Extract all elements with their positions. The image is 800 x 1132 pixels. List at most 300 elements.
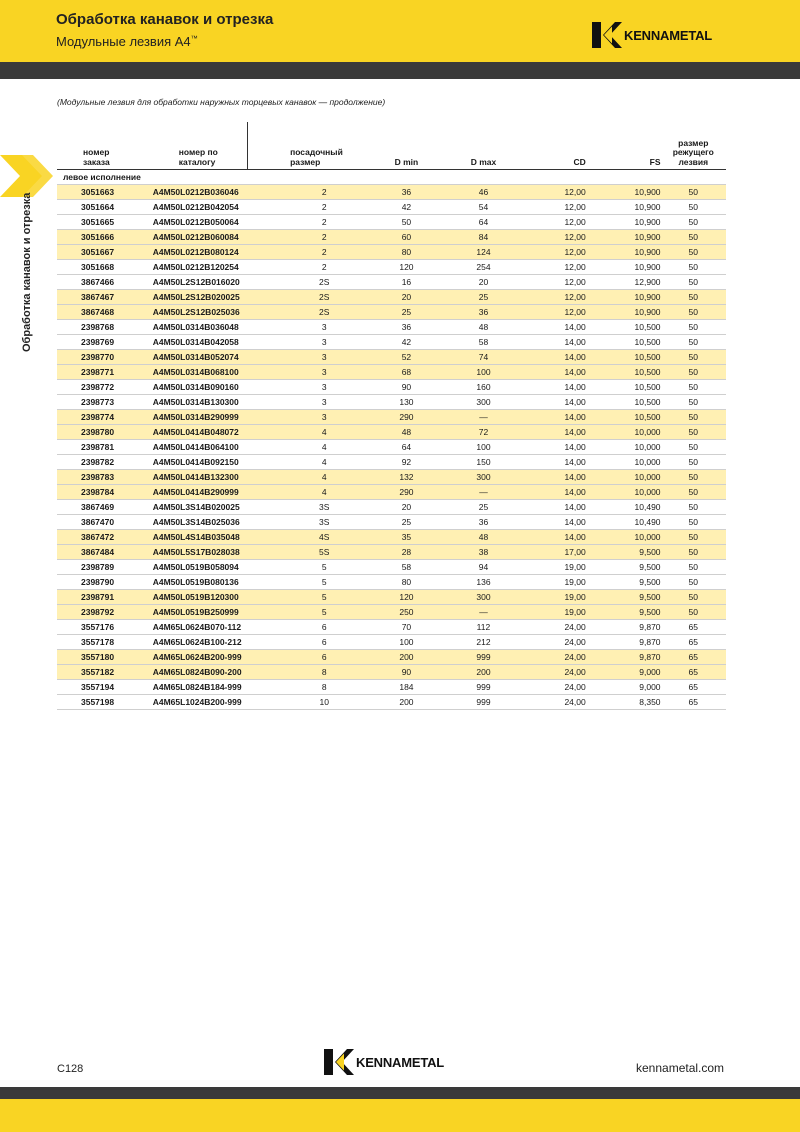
cell-fs: 10,500 [586,380,661,395]
cell-catalog-number: A4M65L0824B184-999 [149,680,280,695]
cell-fs: 10,900 [586,215,661,230]
cell-blade-size: 50 [661,590,726,605]
cell-blade-size: 50 [661,260,726,275]
cell-order-number: 3557194 [57,680,149,695]
cell-order-number: 2398769 [57,335,149,350]
cell-dmin: 100 [368,635,444,650]
cell-fs: 9,870 [586,650,661,665]
cell-blade-size: 50 [661,380,726,395]
cell-dmax: 100 [444,440,522,455]
cell-seat-size: 4 [280,485,368,500]
cell-seat-size: 5S [280,545,368,560]
cell-cd: 24,00 [522,680,585,695]
cell-order-number: 3557180 [57,650,149,665]
table-row [57,575,726,590]
cell-dmax: 112 [444,620,522,635]
cell-seat-size: 4S [280,530,368,545]
col-seat-size: посадочный размер [280,122,368,170]
col-fs: FS [586,122,661,170]
cell-cd: 14,00 [522,425,585,440]
side-tab-label: Обработка канавок и отрезка [21,192,33,352]
cell-catalog-number: A4M50L0212B080124 [149,245,280,260]
cell-order-number: 3557198 [57,695,149,710]
cell-order-number: 3051663 [57,185,149,200]
cell-order-number: 2398770 [57,350,149,365]
cell-dmin: 80 [368,245,444,260]
table-row [57,485,726,500]
page-number: C128 [57,1063,84,1075]
footer-yellow-band [0,1099,800,1132]
cell-order-number: 3557176 [57,620,149,635]
cell-fs: 10,900 [586,185,661,200]
cell-seat-size: 3 [280,365,368,380]
table-row [57,215,726,230]
cell-catalog-number: A4M50L3S14B025036 [149,515,280,530]
section-label: левое исполнение [57,170,726,185]
cell-cd: 12,00 [522,215,585,230]
table-row [57,590,726,605]
table-row [57,290,726,305]
cell-blade-size: 50 [661,425,726,440]
cell-dmin: 36 [368,320,444,335]
cell-blade-size: 50 [661,500,726,515]
section-row [57,170,726,185]
cell-seat-size: 6 [280,650,368,665]
cell-dmax: 999 [444,695,522,710]
cell-blade-size: 50 [661,215,726,230]
cell-order-number: 3557182 [57,665,149,680]
cell-fs: 10,900 [586,245,661,260]
cell-catalog-number: A4M50L0314B130300 [149,395,280,410]
cell-blade-size: 65 [661,635,726,650]
cell-blade-size: 65 [661,680,726,695]
table-row [57,515,726,530]
cell-dmin: 184 [368,680,444,695]
table-row [57,245,726,260]
cell-order-number: 2398771 [57,365,149,380]
cell-blade-size: 50 [661,530,726,545]
cell-catalog-number: A4M50L0212B050064 [149,215,280,230]
cell-fs: 10,500 [586,335,661,350]
cell-fs: 10,500 [586,395,661,410]
kennametal-k-icon [324,1049,354,1075]
cell-cd: 14,00 [522,380,585,395]
cell-order-number: 2398768 [57,320,149,335]
cell-order-number: 2398774 [57,410,149,425]
cell-dmin: 20 [368,290,444,305]
cell-dmax: 25 [444,500,522,515]
cell-order-number: 3867467 [57,290,149,305]
inserts-table [57,122,726,710]
cell-catalog-number: A4M65L0824B090-200 [149,665,280,680]
cell-cd: 12,00 [522,275,585,290]
cell-seat-size: 3S [280,500,368,515]
cell-dmin: 132 [368,470,444,485]
cell-cd: 12,00 [522,230,585,245]
cell-cd: 14,00 [522,485,585,500]
cell-blade-size: 50 [661,320,726,335]
table-row [57,350,726,365]
table-row [57,500,726,515]
cell-blade-size: 50 [661,455,726,470]
cell-dmax: 999 [444,680,522,695]
cell-dmax: 124 [444,245,522,260]
cell-fs: 10,000 [586,455,661,470]
cell-dmin: 16 [368,275,444,290]
cell-dmin: 92 [368,455,444,470]
cell-blade-size: 50 [661,245,726,260]
cell-dmax: 200 [444,665,522,680]
cell-cd: 19,00 [522,590,585,605]
cell-dmin: 200 [368,695,444,710]
cell-order-number: 3051665 [57,215,149,230]
cell-dmin: 36 [368,185,444,200]
table-row [57,695,726,710]
cell-order-number: 2398791 [57,590,149,605]
cell-blade-size: 50 [661,275,726,290]
cell-dmin: 35 [368,530,444,545]
cell-cd: 19,00 [522,605,585,620]
cell-dmin: 58 [368,560,444,575]
table-row [57,620,726,635]
cell-cd: 14,00 [522,530,585,545]
cell-seat-size: 2 [280,215,368,230]
table-header-row [57,122,726,170]
cell-order-number: 3051668 [57,260,149,275]
cell-fs: 9,500 [586,560,661,575]
table-row [57,380,726,395]
cell-dmin: 50 [368,215,444,230]
cell-seat-size: 4 [280,425,368,440]
cell-fs: 10,000 [586,470,661,485]
cell-cd: 14,00 [522,455,585,470]
table-row [57,185,726,200]
cell-dmax: 20 [444,275,522,290]
cell-order-number: 3867484 [57,545,149,560]
cell-cd: 12,00 [522,245,585,260]
cell-fs: 10,000 [586,425,661,440]
cell-cd: 24,00 [522,635,585,650]
cell-fs: 9,870 [586,620,661,635]
section-arrow-icon [0,155,55,197]
cell-blade-size: 50 [661,485,726,500]
cell-blade-size: 50 [661,350,726,365]
cell-fs: 9,000 [586,680,661,695]
cell-dmax: 300 [444,590,522,605]
cell-dmax: 212 [444,635,522,650]
cell-cd: 14,00 [522,410,585,425]
cell-cd: 14,00 [522,335,585,350]
cell-seat-size: 3 [280,320,368,335]
cell-seat-size: 4 [280,455,368,470]
cell-fs: 10,900 [586,290,661,305]
cell-cd: 14,00 [522,470,585,485]
cell-dmin: 290 [368,485,444,500]
cell-order-number: 2398783 [57,470,149,485]
cell-cd: 12,00 [522,200,585,215]
cell-dmax: 25 [444,290,522,305]
cell-dmin: 80 [368,575,444,590]
cell-seat-size: 8 [280,680,368,695]
table-row [57,635,726,650]
cell-dmin: 48 [368,425,444,440]
cell-fs: 9,500 [586,575,661,590]
table-row [57,455,726,470]
table-row [57,425,726,440]
cell-order-number: 3051666 [57,230,149,245]
cell-dmax: 36 [444,515,522,530]
cell-cd: 14,00 [522,500,585,515]
header-band [0,0,800,62]
cell-catalog-number: A4M50L0314B042058 [149,335,280,350]
cell-dmax: 64 [444,215,522,230]
cell-catalog-number: A4M50L0212B042054 [149,200,280,215]
cell-catalog-number: A4M50L0212B060084 [149,230,280,245]
table-row [57,650,726,665]
website-link[interactable]: kennametal.com [636,1061,725,1075]
cell-dmin: 25 [368,305,444,320]
cell-order-number: 2398784 [57,485,149,500]
cell-seat-size: 6 [280,620,368,635]
header-dark-band [0,62,800,79]
cell-dmin: 25 [368,515,444,530]
cell-dmin: 200 [368,650,444,665]
cell-dmin: 42 [368,335,444,350]
table-row [57,545,726,560]
col-cd: CD [522,122,585,170]
table-row [57,335,726,350]
cell-seat-size: 2 [280,245,368,260]
table-row [57,365,726,380]
cell-dmin: 130 [368,395,444,410]
cell-catalog-number: A4M50L0314B068100 [149,365,280,380]
cell-dmax: 84 [444,230,522,245]
cell-blade-size: 50 [661,410,726,425]
cell-blade-size: 50 [661,545,726,560]
cell-blade-size: 50 [661,560,726,575]
cell-catalog-number: A4M65L0624B070-112 [149,620,280,635]
cell-dmin: 68 [368,365,444,380]
cell-seat-size: 4 [280,440,368,455]
table-row [57,320,726,335]
cell-catalog-number: A4M50L0519B120300 [149,590,280,605]
cell-order-number: 2398789 [57,560,149,575]
table-row [57,530,726,545]
cell-catalog-number: A4M50L0519B058094 [149,560,280,575]
table-row [57,275,726,290]
cell-dmax: 48 [444,320,522,335]
cell-dmax: 74 [444,350,522,365]
cell-blade-size: 50 [661,335,726,350]
cell-fs: 9,500 [586,605,661,620]
cell-dmax: 136 [444,575,522,590]
cell-blade-size: 50 [661,185,726,200]
cell-seat-size: 3 [280,410,368,425]
cell-blade-size: 50 [661,290,726,305]
page-title: Обработка канавок и отрезка [56,11,274,28]
col-dmax: D max [444,122,522,170]
cell-cd: 17,00 [522,545,585,560]
cell-cd: 12,00 [522,260,585,275]
cell-cd: 24,00 [522,695,585,710]
cell-catalog-number: A4M50L0414B092150 [149,455,280,470]
cell-dmax: 48 [444,530,522,545]
cell-seat-size: 2 [280,230,368,245]
cell-fs: 9,500 [586,590,661,605]
col-catalog-number: номер по каталогу [149,122,280,170]
cell-fs: 10,000 [586,485,661,500]
cell-cd: 14,00 [522,365,585,380]
cell-blade-size: 50 [661,365,726,380]
cell-dmax: 94 [444,560,522,575]
cell-seat-size: 2 [280,260,368,275]
cell-dmin: 52 [368,350,444,365]
table-row [57,260,726,275]
cell-cd: 14,00 [522,395,585,410]
cell-blade-size: 65 [661,620,726,635]
section-note: (Модульные лезвия для обработки наружных торцевых канавок — продолжение) [57,97,386,107]
cell-catalog-number: A4M50L2S12B020025 [149,290,280,305]
cell-catalog-number: A4M50L0314B290999 [149,410,280,425]
table-row [57,665,726,680]
cell-order-number: 2398781 [57,440,149,455]
cell-order-number: 2398772 [57,380,149,395]
cell-fs: 10,000 [586,530,661,545]
cell-dmin: 70 [368,620,444,635]
cell-dmax: — [444,485,522,500]
cell-order-number: 3867469 [57,500,149,515]
cell-fs: 10,500 [586,320,661,335]
cell-dmax: 54 [444,200,522,215]
cell-seat-size: 3 [280,335,368,350]
cell-cd: 24,00 [522,650,585,665]
cell-catalog-number: A4M50L2S12B016020 [149,275,280,290]
cell-fs: 10,900 [586,230,661,245]
cell-catalog-number: A4M50L0414B048072 [149,425,280,440]
table-row [57,680,726,695]
cell-seat-size: 6 [280,635,368,650]
cell-order-number: 2398780 [57,425,149,440]
cell-catalog-number: A4M50L0212B036046 [149,185,280,200]
cell-catalog-number: A4M50L0212B120254 [149,260,280,275]
cell-dmax: 999 [444,650,522,665]
cell-dmax: 300 [444,395,522,410]
cell-catalog-number: A4M65L0624B200-999 [149,650,280,665]
cell-order-number: 2398773 [57,395,149,410]
cell-dmin: 120 [368,590,444,605]
cell-dmax: 36 [444,305,522,320]
cell-seat-size: 2S [280,305,368,320]
cell-catalog-number: A4M50L0414B132300 [149,470,280,485]
cell-dmax: 100 [444,365,522,380]
table-row [57,410,726,425]
cell-catalog-number: A4M50L0314B036048 [149,320,280,335]
cell-catalog-number: A4M50L5S17B028038 [149,545,280,560]
cell-blade-size: 50 [661,230,726,245]
cell-blade-size: 50 [661,605,726,620]
cell-catalog-number: A4M65L1024B200-999 [149,695,280,710]
cell-seat-size: 2 [280,200,368,215]
cell-order-number: 2398792 [57,605,149,620]
cell-catalog-number: A4M50L0314B052074 [149,350,280,365]
cell-seat-size: 10 [280,695,368,710]
table-row [57,305,726,320]
cell-catalog-number: A4M50L0519B080136 [149,575,280,590]
cell-dmin: 64 [368,440,444,455]
cell-seat-size: 5 [280,575,368,590]
cell-order-number: 3867466 [57,275,149,290]
table-row [57,230,726,245]
cell-dmax: 150 [444,455,522,470]
cell-seat-size: 5 [280,605,368,620]
cell-blade-size: 65 [661,695,726,710]
cell-dmin: 250 [368,605,444,620]
cell-order-number: 3051667 [57,245,149,260]
cell-blade-size: 50 [661,575,726,590]
cell-cd: 14,00 [522,350,585,365]
table-row [57,440,726,455]
cell-cd: 19,00 [522,575,585,590]
brand-wordmark-footer: KENNAMETAL [356,1054,445,1070]
cell-dmax: — [444,605,522,620]
cell-dmin: 42 [368,200,444,215]
cell-catalog-number: A4M50L3S14B020025 [149,500,280,515]
cell-seat-size: 8 [280,665,368,680]
cell-catalog-number: A4M50L0314B090160 [149,380,280,395]
cell-cd: 14,00 [522,515,585,530]
cell-dmin: 90 [368,380,444,395]
cell-cd: 24,00 [522,620,585,635]
cell-fs: 10,500 [586,410,661,425]
cell-seat-size: 2 [280,185,368,200]
cell-fs: 10,900 [586,305,661,320]
cell-catalog-number: A4M50L0414B290999 [149,485,280,500]
cell-catalog-number: A4M65L0624B100-212 [149,635,280,650]
col-dmin: D min [368,122,444,170]
cell-seat-size: 3S [280,515,368,530]
cell-blade-size: 50 [661,515,726,530]
cell-seat-size: 4 [280,470,368,485]
cell-blade-size: 50 [661,440,726,455]
cell-order-number: 3867468 [57,305,149,320]
cell-order-number: 3051664 [57,200,149,215]
cell-blade-size: 50 [661,395,726,410]
cell-dmax: 58 [444,335,522,350]
cell-fs: 10,500 [586,365,661,380]
cell-catalog-number: A4M50L0414B064100 [149,440,280,455]
cell-fs: 12,900 [586,275,661,290]
cell-catalog-number: A4M50L2S12B025036 [149,305,280,320]
cell-cd: 12,00 [522,185,585,200]
cell-seat-size: 2S [280,290,368,305]
cell-dmin: 90 [368,665,444,680]
col-blade-size: размер режущего лезвия [661,122,726,170]
cell-fs: 10,000 [586,440,661,455]
cell-fs: 9,500 [586,545,661,560]
table-row [57,560,726,575]
page-subtitle: Модульные лезвия A4™ [56,34,198,49]
cell-cd: 12,00 [522,305,585,320]
cell-cd: 14,00 [522,320,585,335]
cell-seat-size: 3 [280,380,368,395]
cell-seat-size: 5 [280,590,368,605]
cell-order-number: 3557178 [57,635,149,650]
table-row [57,395,726,410]
cell-dmin: 120 [368,260,444,275]
table-row [57,470,726,485]
cell-dmin: 20 [368,500,444,515]
col-order-number: номер заказа [57,122,149,170]
